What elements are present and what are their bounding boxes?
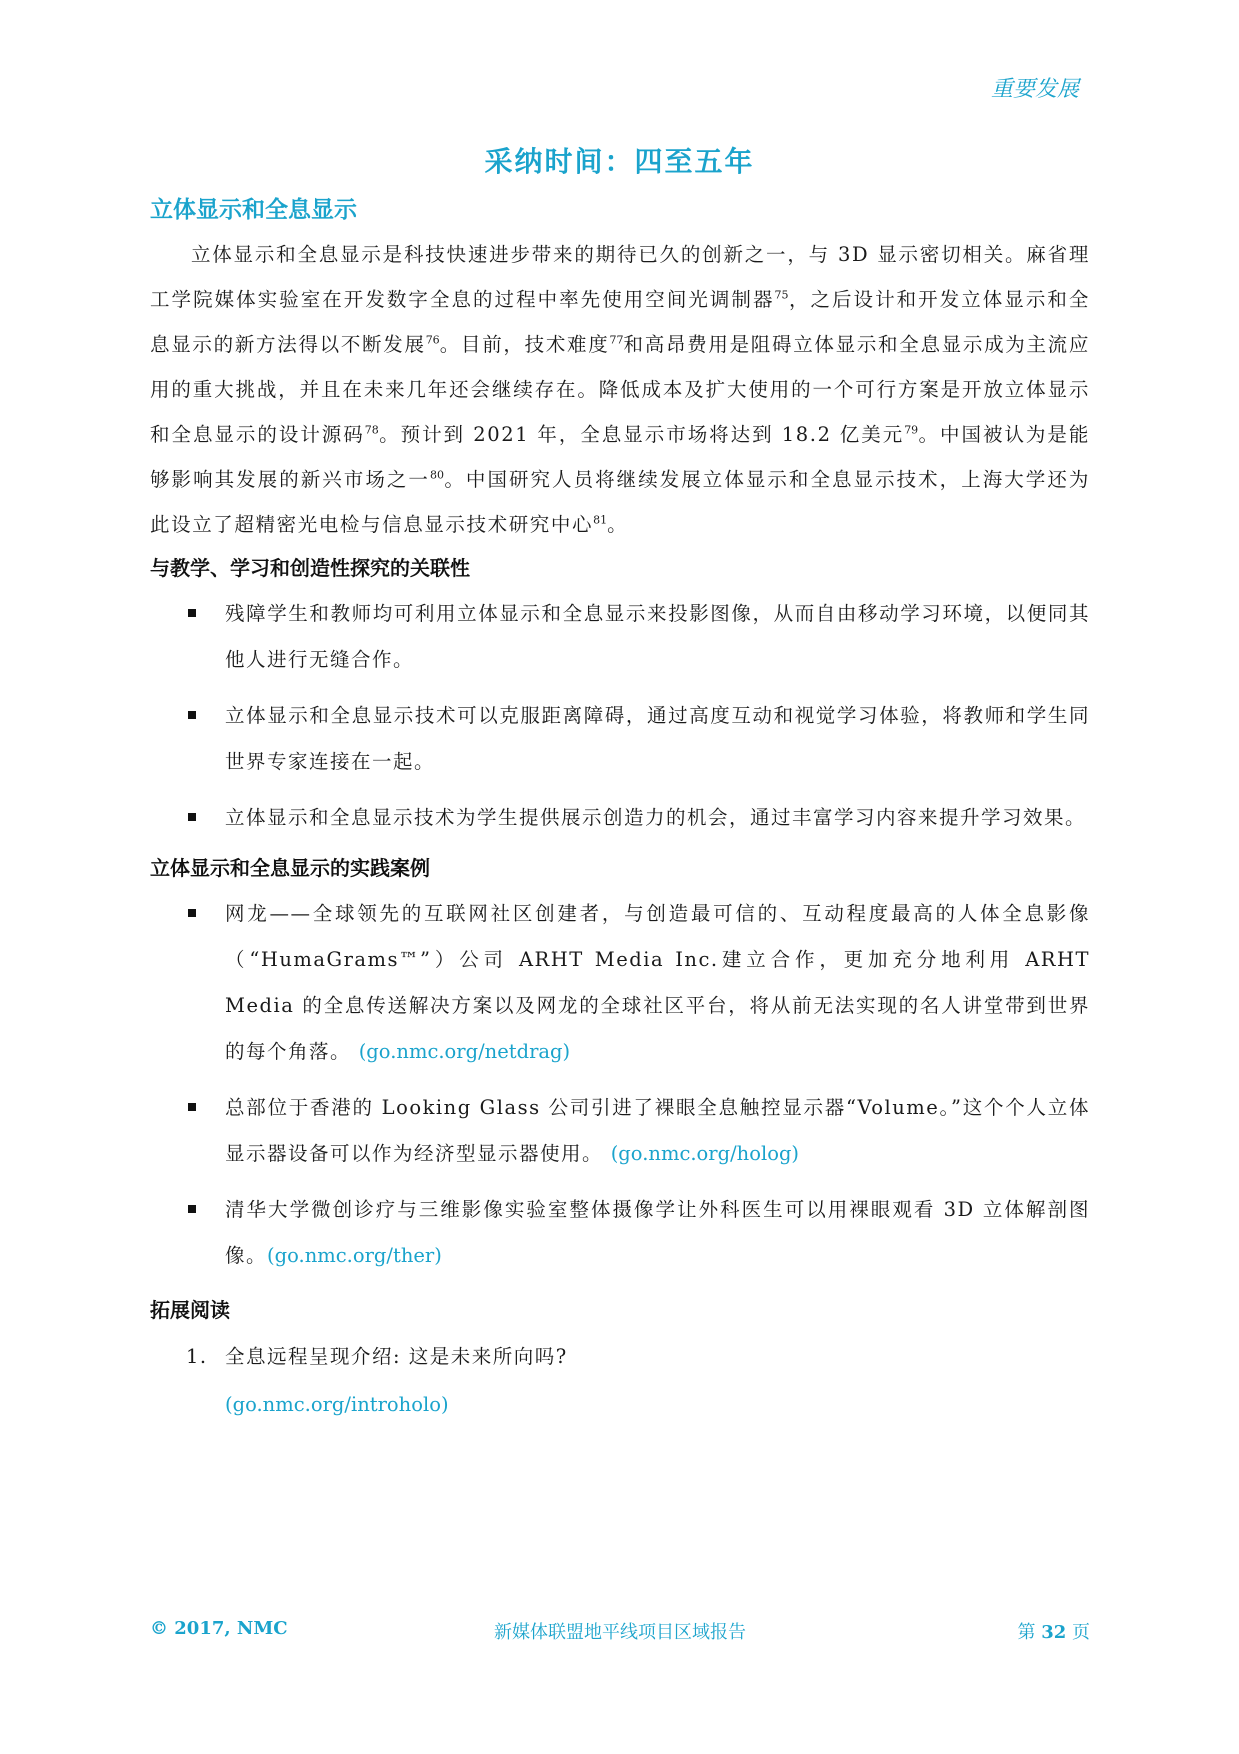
further-reading-heading: 拓展阅读	[150, 1298, 230, 1322]
practice-item-text: 网龙——全球领先的互联网社区创建者，与创造最可信的、互动程度最高的人体全息影像（“HumaGrams™”）公司 ARHT Media Inc.建立合作，更加充分地利用 ARHT Media 的全息传送解决方案以及网龙的全球社区平台，将从前无法实现的名人讲堂带到世界的每个角落。	[225, 902, 1090, 1063]
reading-title: 全息远程呈现介绍: 这是未来所向吗?	[225, 1345, 568, 1368]
citation-superscript: 75	[774, 288, 789, 302]
page-number: 32	[1041, 1622, 1067, 1643]
page-prefix: 第	[1017, 1622, 1042, 1643]
list-item	[150, 891, 1090, 1075]
netdrag-link[interactable]: (go.nmc.org/netdrag)	[358, 1040, 571, 1063]
intro-text-segment: ，之后设计和开发立体显示和全息显示的新方法得以不断发展	[150, 288, 1091, 356]
intro-text-segment: 。预计到 2021 年，全息显示市场将达到 18.2 亿美元	[378, 423, 905, 446]
bullet-square-icon	[188, 1205, 196, 1213]
practice-list	[150, 891, 1090, 1279]
citation-superscript: 76	[425, 333, 440, 347]
citation-superscript: 79	[904, 423, 919, 437]
practice-item-text: 清华大学微创诊疗与三维影像实验室整体摄像学让外科医生可以用裸眼观看 3D 立体解剖图像。	[225, 1198, 1090, 1267]
list-item	[150, 795, 1090, 841]
list-item	[150, 1085, 1090, 1177]
footer-report-title: 新媒体联盟地平线项目区域报告	[494, 1622, 746, 1643]
relevance-item-text: 立体显示和全息显示技术可以克服距离障碍，通过高度互动和视觉学习体验，将教师和学生同世界专家连接在一起。	[225, 704, 1090, 773]
relevance-heading: 与教学、学习和创造性探究的关联性	[150, 556, 470, 580]
bullet-square-icon	[188, 711, 196, 719]
citation-superscript: 78	[364, 423, 379, 437]
holog-link[interactable]: (go.nmc.org/holog)	[610, 1142, 800, 1165]
bullet-square-icon	[188, 909, 196, 917]
practice-heading: 立体显示和全息显示的实践案例	[150, 856, 430, 880]
intro-text-segment: 。目前，技术难度	[439, 333, 610, 356]
relevance-list	[150, 591, 1090, 841]
bullet-square-icon	[188, 813, 196, 821]
intro-text-segment: 。中国被认为是能够影响其发展的新兴市场之一	[150, 423, 1090, 491]
reading-number: 1.	[186, 1345, 208, 1368]
introholo-link[interactable]: (go.nmc.org/introholo)	[225, 1393, 449, 1416]
main-content	[150, 194, 1090, 1429]
footer-copyright: © 2017, NMC	[150, 1618, 288, 1639]
intro-text-segment: 。	[607, 513, 629, 536]
intro-text-segment: 立体显示和全息显示是科技快速进步带来的期待已久的创新之一，与 3D 显示密切相关。麻省理工学院媒体实验室在开发数字全息的过程中率先使用空间光调制器	[150, 243, 1090, 311]
footer-page-number	[1017, 1618, 1090, 1644]
relevance-item-text: 残障学生和教师均可利用立体显示和全息显示来投影图像，从而自由移动学习环境，以便同其他人进行无缝合作。	[225, 602, 1090, 671]
running-head: 重要发展	[990, 77, 1079, 102]
list-item	[150, 693, 1090, 785]
practice-item-text: 总部位于香港的 Looking Glass 公司引进了裸眼全息触控显示器“Volume。”这个个人立体显示器设备可以作为经济型显示器使用。	[225, 1096, 1090, 1165]
citation-superscript: 81	[593, 513, 608, 527]
list-item	[150, 591, 1090, 683]
list-item	[150, 1187, 1090, 1279]
page-footer	[150, 1618, 1090, 1648]
citation-superscript: 77	[609, 333, 624, 347]
intro-text-segment: 和高昂费用是阻碍立体显示和全息显示成为主流应用的重大挑战，并且在未来几年还会继续存在。降低成本及扩大使用的一个可行方案是开放立体显示和全息显示的设计源码	[150, 333, 1090, 446]
adoption-time-title: 采纳时间：四至五年	[484, 145, 755, 178]
citation-superscript: 80	[429, 468, 444, 482]
page-suffix: 页	[1066, 1622, 1090, 1643]
bullet-square-icon	[188, 1103, 196, 1111]
bullet-square-icon	[188, 609, 196, 617]
ther-link[interactable]: (go.nmc.org/ther)	[267, 1244, 442, 1267]
section-title: 立体显示和全息显示	[150, 196, 357, 223]
relevance-item-text: 立体显示和全息显示技术为学生提供展示创造力的机会，通过丰富学习内容来提升学习效果。	[225, 806, 1087, 829]
intro-paragraph	[150, 232, 1090, 547]
intro-text-segment: 。中国研究人员将继续发展立体显示和全息显示技术，上海大学还为此设立了超精密光电检与信息显示技术研究中心	[150, 468, 1090, 536]
reading-item	[150, 1333, 1090, 1429]
